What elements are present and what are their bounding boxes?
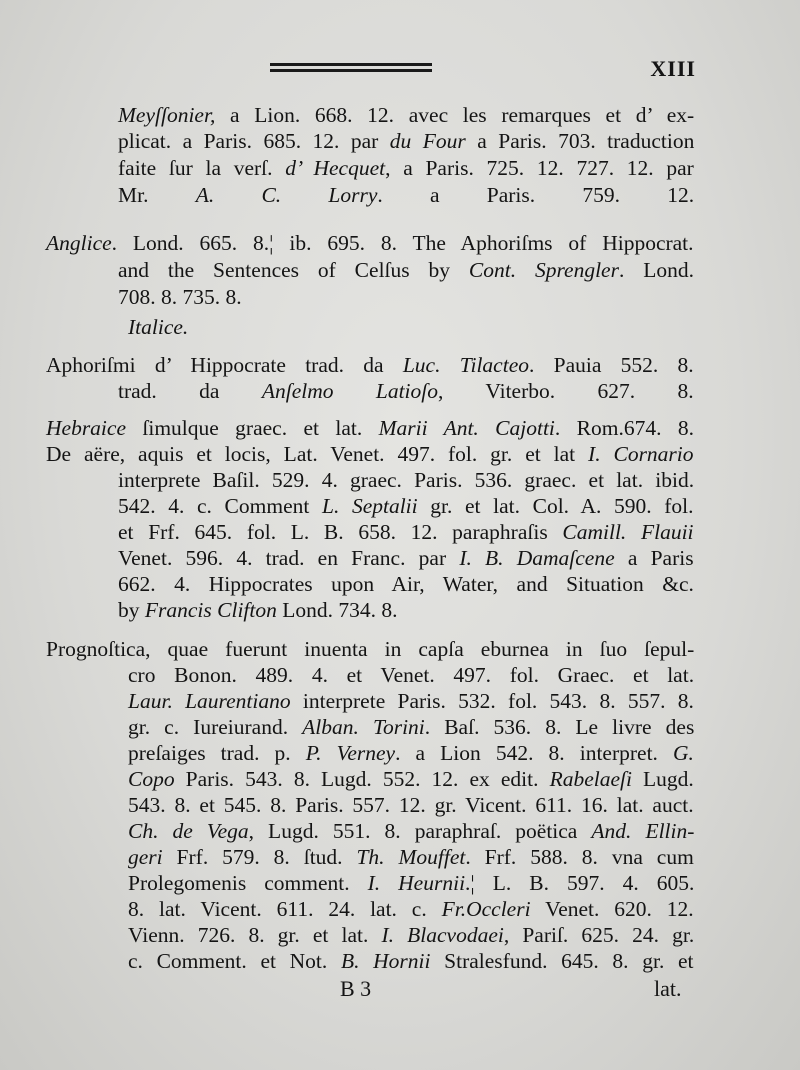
text-segment: Lugd. — [631, 767, 694, 791]
text-segment: Venet. 596. 4. trad. en Franc. par — [118, 546, 460, 570]
italic-segment: B. Hornii — [340, 949, 431, 973]
text-segment: a Lion. 668. 12. avec les remarques et d’ ex- — [215, 103, 695, 127]
text-segment: Paris. 543. 8. Lugd. 552. 12. ex edit. — [174, 767, 550, 791]
text-segment: , Lugd. 551. 8. paraphraſ. poëtica — [248, 819, 592, 843]
text-segment: Vienn. 726. 8. gr. et lat. — [128, 923, 382, 947]
text-segment: a Paris — [614, 546, 694, 570]
italic-segment: G. — [673, 741, 694, 765]
text-segment: 708. 8. 735. 8. — [118, 285, 242, 309]
italic-segment: du Four — [389, 129, 466, 153]
text-line — [118, 545, 694, 571]
text-line — [118, 102, 694, 128]
text-line — [46, 230, 694, 256]
text-line — [118, 155, 694, 181]
text-line — [46, 441, 694, 467]
italic-segment: P. Verney — [305, 741, 396, 765]
text-segment: interprete Paris. 532. fol. 543. 8. 557. 8. — [290, 689, 694, 713]
text-segment: De aëre, aquis et locis, Lat. Venet. 497. fol. gr. et lat — [46, 442, 589, 466]
text-segment: , Viterbo. 627. 8. — [438, 379, 694, 403]
text-line — [46, 636, 694, 662]
italic-segment: Copo — [128, 767, 175, 791]
italic-segment: Laur. Laurentiano — [128, 689, 291, 713]
signature-mark: B 3 — [340, 976, 372, 1001]
text-line — [128, 896, 694, 922]
italic-segment: Hebraice — [46, 416, 126, 440]
text-segment: 542. 4. c. Comment — [118, 494, 322, 518]
text-line — [118, 519, 694, 545]
text-line — [128, 688, 694, 714]
italic-segment: I. Cornario — [588, 442, 694, 466]
text-segment: , a Paris. 725. 12. 727. 12. par — [385, 156, 694, 180]
text-line — [118, 257, 694, 283]
text-segment: Aphoriſmi d’ Hippocrate trad. da — [46, 353, 403, 377]
text-line — [128, 818, 694, 844]
italic-segment: Th. Mouffet — [356, 845, 466, 869]
text-segment: by — [118, 598, 145, 622]
text-line — [118, 284, 242, 310]
page-number: XIII — [650, 56, 696, 81]
text-line — [118, 571, 694, 597]
text-segment: . a Lion 542. 8. interpret. — [395, 741, 674, 765]
text-segment: Stralesfund. 645. 8. gr. et — [430, 949, 694, 973]
italic-segment: Fr.Occleri — [441, 897, 531, 921]
text-segment: Frf. 579. 8. ſtud. — [162, 845, 357, 869]
text-segment: . Baſ. 536. 8. Le livre des — [424, 715, 695, 739]
italic-segment: Meyſſonier, — [118, 103, 216, 127]
text-segment: gr. c. Iureiurand. — [128, 715, 303, 739]
text-segment: . a Paris. 759. 12. — [377, 183, 695, 207]
text-segment: et Frf. 645. fol. L. B. 658. 12. paraphraſis — [118, 520, 563, 544]
catchword: lat. — [654, 976, 682, 1001]
text-line — [128, 922, 694, 948]
text-segment: Prognoſtica, quae fuerunt inuenta in capſa eburnea in ſuo ſepul- — [46, 637, 695, 661]
italic-segment: And. Ellin- — [591, 819, 695, 843]
text-segment: interprete Baſil. 529. 4. graec. Paris. 536. graec. et lat. ibid. — [118, 468, 695, 492]
italic-segment: Marii Ant. Cajotti — [378, 416, 555, 440]
text-segment: Venet. 620. 12. — [530, 897, 694, 921]
italic-segment: Ch. de Vega — [128, 819, 249, 843]
text-segment: gr. et lat. Col. A. 590. fol. — [417, 494, 694, 518]
text-line — [118, 493, 694, 519]
italic-segment: Anglice — [46, 231, 112, 255]
text-line — [128, 314, 188, 340]
text-segment: 8. lat. Vicent. 611. 24. lat. c. — [128, 897, 442, 921]
italic-segment: A. C. Lorry — [195, 183, 378, 207]
text-line — [118, 597, 398, 623]
text-segment: and the Sentences of Celſus by — [118, 258, 469, 282]
text-segment: c. Comment. et Not. — [128, 949, 341, 973]
text-segment: Lond. 734. 8. — [276, 598, 398, 622]
italic-segment: I. Blacvodaei — [381, 923, 504, 947]
text-line — [118, 467, 694, 493]
text-segment: a Paris. 703. traduction — [465, 129, 695, 153]
text-segment: faite ſur la verſ. — [118, 156, 286, 180]
text-line — [46, 415, 694, 441]
text-segment: 543. 8. et 545. 8. Paris. 557. 12. gr. Vicent. 611. 16. lat. auct. — [128, 793, 694, 817]
text-line — [128, 766, 694, 792]
text-line — [118, 182, 694, 208]
text-segment: . Lond. 665. 8.¦ ib. 695. 8. The Aphoriſms of Hippocrat. — [111, 231, 694, 255]
text-segment: .¦ L. B. 597. 4. 605. — [465, 871, 695, 895]
italic-segment: Cont. Sprengler — [468, 258, 619, 282]
header-rule-bottom — [270, 69, 432, 72]
text-segment: preſaiges trad. p. — [128, 741, 306, 765]
text-segment: trad. da — [118, 379, 262, 403]
text-line — [46, 352, 694, 378]
text-line — [128, 714, 694, 740]
text-line — [128, 740, 694, 766]
italic-segment: Anſelmo Latioſo — [261, 379, 438, 403]
italic-segment: I. Heurnii — [367, 871, 466, 895]
text-segment: cro Bonon. 489. 4. et Venet. 497. fol. Graec. et lat. — [128, 663, 695, 687]
text-line — [118, 378, 694, 404]
italic-segment: I. B. Damaſcene — [459, 546, 615, 570]
italic-segment: Alban. Torini — [302, 715, 425, 739]
text-line — [128, 792, 694, 818]
text-segment: ſimulque graec. et lat. — [126, 416, 379, 440]
text-segment: Prolegomenis comment. — [128, 871, 368, 895]
italic-segment: Rabelaeſi — [549, 767, 632, 791]
italic-segment: Francis Clifton — [144, 598, 277, 622]
text-line — [128, 844, 694, 870]
text-segment: . Rom.674. 8. — [554, 416, 694, 440]
italic-segment: L. Septalii — [321, 494, 418, 518]
italic-segment: d’ Hecquet — [285, 156, 386, 180]
text-segment: . Lond. — [618, 258, 694, 282]
header-rule-top — [270, 63, 432, 66]
text-line — [118, 128, 694, 154]
text-segment: . Pauia 552. 8. — [529, 353, 694, 377]
italic-segment: Luc. Tilacteo — [402, 353, 529, 377]
text-segment: , Pariſ. 625. 24. gr. — [503, 923, 695, 947]
italic-segment: geri — [128, 845, 163, 869]
text-segment: 662. 4. Hippocrates upon Air, Water, and Situation &c. — [118, 572, 694, 596]
italic-segment: Italice. — [128, 315, 189, 339]
text-segment: Mr. — [118, 183, 196, 207]
text-segment: plicat. a Paris. 685. 12. par — [118, 129, 390, 153]
text-line — [128, 662, 694, 688]
text-line — [128, 948, 694, 974]
text-line — [128, 870, 694, 896]
italic-segment: Camill. Flauii — [562, 520, 694, 544]
text-segment: . Frf. 588. 8. vna cum — [465, 845, 694, 869]
